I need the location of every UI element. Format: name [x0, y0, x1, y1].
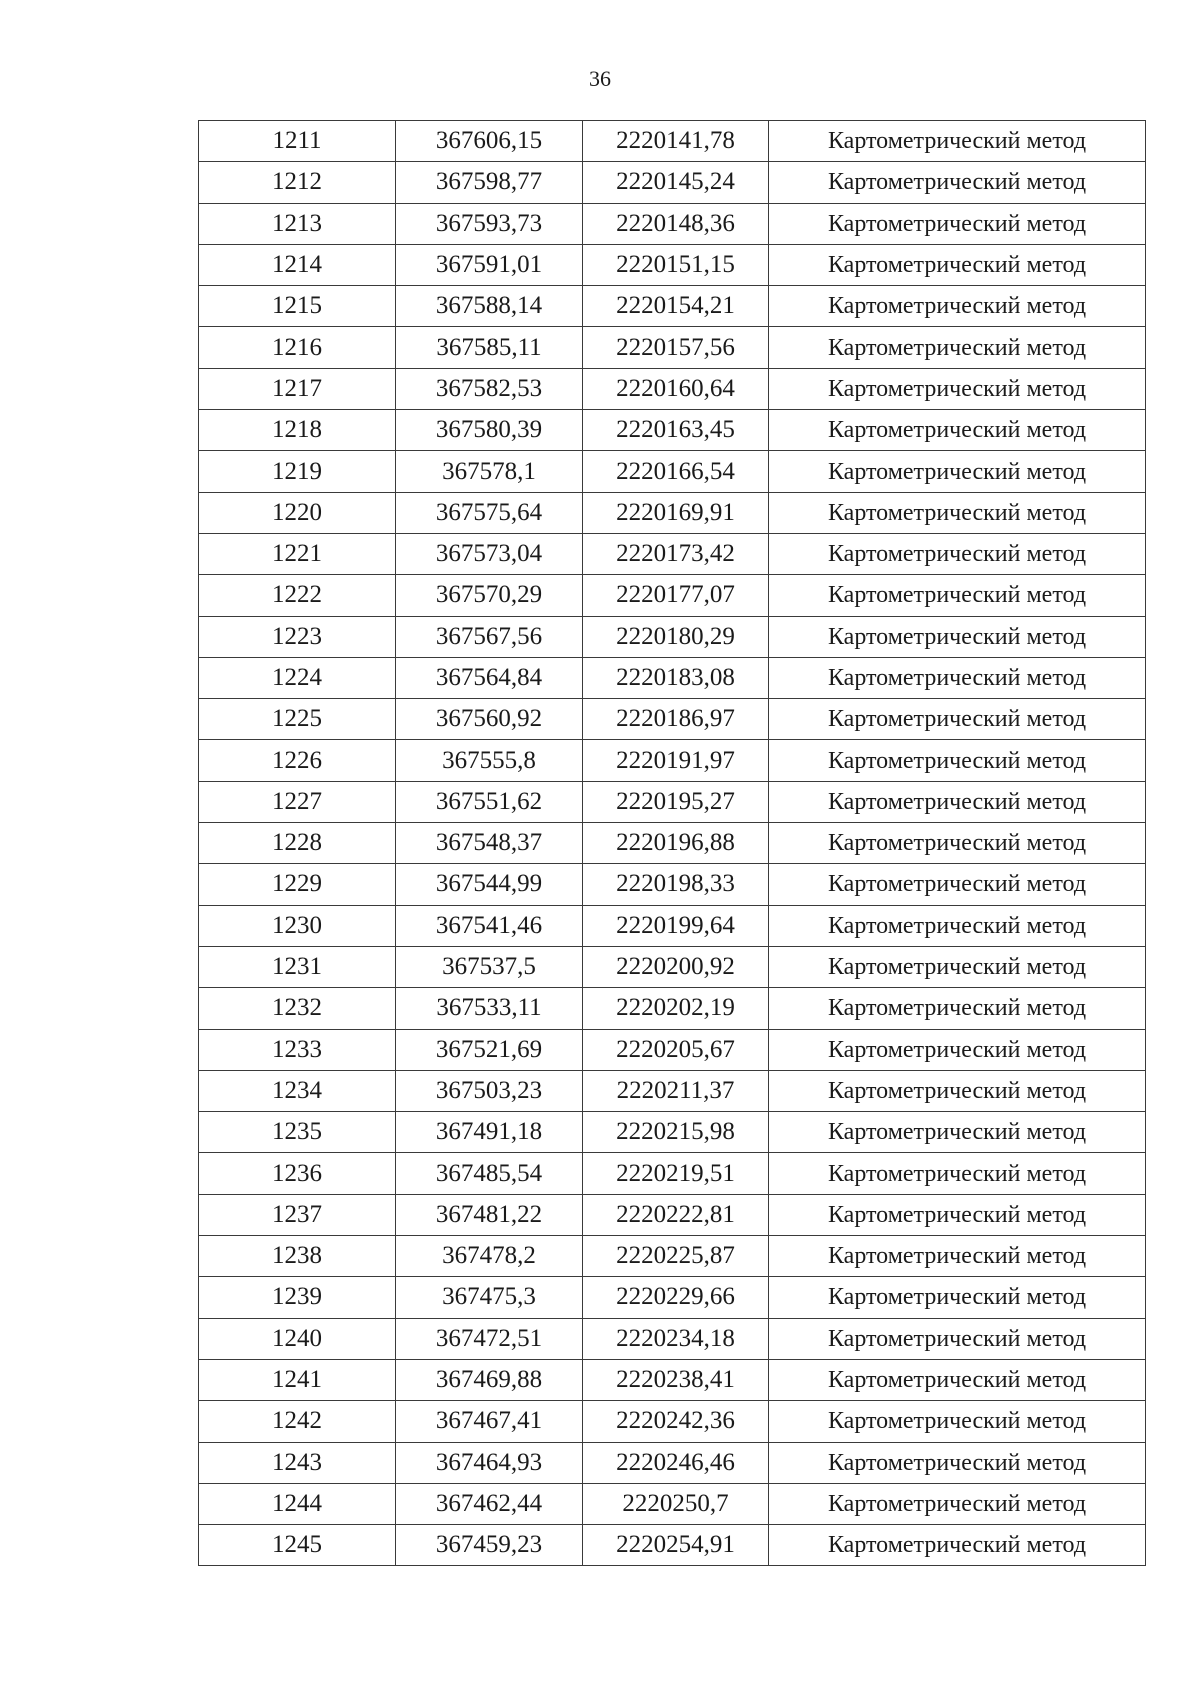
method-cell: Картометрический метод	[769, 1483, 1146, 1524]
point-number-cell: 1241	[199, 1359, 396, 1400]
point-number-cell: 1228	[199, 823, 396, 864]
y-coordinate-cell: 2220196,88	[583, 823, 769, 864]
y-coordinate-cell: 2220246,46	[583, 1442, 769, 1483]
x-coordinate-cell: 367544,99	[396, 864, 583, 905]
y-coordinate-cell: 2220242,36	[583, 1401, 769, 1442]
x-coordinate-cell: 367598,77	[396, 162, 583, 203]
x-coordinate-cell: 367548,37	[396, 823, 583, 864]
point-number-cell: 1213	[199, 203, 396, 244]
method-cell: Картометрический метод	[769, 286, 1146, 327]
x-coordinate-cell: 367478,2	[396, 1236, 583, 1277]
y-coordinate-cell: 2220157,56	[583, 327, 769, 368]
y-coordinate-cell: 2220173,42	[583, 533, 769, 574]
point-number-cell: 1235	[199, 1112, 396, 1153]
coordinates-table-body	[199, 121, 1146, 1566]
x-coordinate-cell: 367564,84	[396, 657, 583, 698]
table-row	[199, 1236, 1146, 1277]
point-number-cell: 1215	[199, 286, 396, 327]
method-cell: Картометрический метод	[769, 1359, 1146, 1400]
table-row	[199, 616, 1146, 657]
method-cell: Картометрический метод	[769, 1318, 1146, 1359]
point-number-cell: 1234	[199, 1070, 396, 1111]
x-coordinate-cell: 367575,64	[396, 492, 583, 533]
table-row	[199, 286, 1146, 327]
y-coordinate-cell: 2220145,24	[583, 162, 769, 203]
point-number-cell: 1221	[199, 533, 396, 574]
point-number-cell: 1224	[199, 657, 396, 698]
method-cell: Картометрический метод	[769, 905, 1146, 946]
y-coordinate-cell: 2220219,51	[583, 1153, 769, 1194]
x-coordinate-cell: 367588,14	[396, 286, 583, 327]
method-cell: Картометрический метод	[769, 740, 1146, 781]
x-coordinate-cell: 367462,44	[396, 1483, 583, 1524]
point-number-cell: 1245	[199, 1525, 396, 1566]
x-coordinate-cell: 367503,23	[396, 1070, 583, 1111]
table-row	[199, 1442, 1146, 1483]
table-row	[199, 1401, 1146, 1442]
y-coordinate-cell: 2220238,41	[583, 1359, 769, 1400]
method-cell: Картометрический метод	[769, 451, 1146, 492]
table-row	[199, 1153, 1146, 1194]
point-number-cell: 1243	[199, 1442, 396, 1483]
table-row	[199, 1029, 1146, 1070]
y-coordinate-cell: 2220225,87	[583, 1236, 769, 1277]
y-coordinate-cell: 2220198,33	[583, 864, 769, 905]
table-row	[199, 203, 1146, 244]
x-coordinate-cell: 367481,22	[396, 1194, 583, 1235]
table-row	[199, 740, 1146, 781]
point-number-cell: 1233	[199, 1029, 396, 1070]
point-number-cell: 1212	[199, 162, 396, 203]
y-coordinate-cell: 2220154,21	[583, 286, 769, 327]
method-cell: Картометрический метод	[769, 988, 1146, 1029]
y-coordinate-cell: 2220148,36	[583, 203, 769, 244]
y-coordinate-cell: 2220199,64	[583, 905, 769, 946]
method-cell: Картометрический метод	[769, 781, 1146, 822]
point-number-cell: 1237	[199, 1194, 396, 1235]
point-number-cell: 1220	[199, 492, 396, 533]
x-coordinate-cell: 367464,93	[396, 1442, 583, 1483]
x-coordinate-cell: 367591,01	[396, 244, 583, 285]
x-coordinate-cell: 367606,15	[396, 121, 583, 162]
table-row	[199, 244, 1146, 285]
point-number-cell: 1216	[199, 327, 396, 368]
method-cell: Картометрический метод	[769, 162, 1146, 203]
y-coordinate-cell: 2220205,67	[583, 1029, 769, 1070]
method-cell: Картометрический метод	[769, 410, 1146, 451]
x-coordinate-cell: 367560,92	[396, 699, 583, 740]
method-cell: Картометрический метод	[769, 575, 1146, 616]
table-row	[199, 823, 1146, 864]
point-number-cell: 1244	[199, 1483, 396, 1524]
x-coordinate-cell: 367459,23	[396, 1525, 583, 1566]
coordinates-table	[198, 120, 1146, 1566]
y-coordinate-cell: 2220183,08	[583, 657, 769, 698]
point-number-cell: 1217	[199, 368, 396, 409]
y-coordinate-cell: 2220166,54	[583, 451, 769, 492]
method-cell: Картометрический метод	[769, 657, 1146, 698]
y-coordinate-cell: 2220200,92	[583, 946, 769, 987]
method-cell: Картометрический метод	[769, 699, 1146, 740]
method-cell: Картометрический метод	[769, 1277, 1146, 1318]
table-row	[199, 575, 1146, 616]
point-number-cell: 1214	[199, 244, 396, 285]
table-row	[199, 905, 1146, 946]
point-number-cell: 1236	[199, 1153, 396, 1194]
table-row	[199, 864, 1146, 905]
y-coordinate-cell: 2220195,27	[583, 781, 769, 822]
table-row	[199, 533, 1146, 574]
y-coordinate-cell: 2220151,15	[583, 244, 769, 285]
table-row	[199, 1070, 1146, 1111]
table-row	[199, 162, 1146, 203]
x-coordinate-cell: 367537,5	[396, 946, 583, 987]
x-coordinate-cell: 367472,51	[396, 1318, 583, 1359]
point-number-cell: 1238	[199, 1236, 396, 1277]
point-number-cell: 1230	[199, 905, 396, 946]
method-cell: Картометрический метод	[769, 864, 1146, 905]
x-coordinate-cell: 367521,69	[396, 1029, 583, 1070]
x-coordinate-cell: 367551,62	[396, 781, 583, 822]
table-row	[199, 451, 1146, 492]
point-number-cell: 1222	[199, 575, 396, 616]
y-coordinate-cell: 2220215,98	[583, 1112, 769, 1153]
method-cell: Картометрический метод	[769, 1442, 1146, 1483]
point-number-cell: 1231	[199, 946, 396, 987]
method-cell: Картометрический метод	[769, 244, 1146, 285]
y-coordinate-cell: 2220180,29	[583, 616, 769, 657]
table-row	[199, 1483, 1146, 1524]
y-coordinate-cell: 2220160,64	[583, 368, 769, 409]
table-row	[199, 988, 1146, 1029]
x-coordinate-cell: 367475,3	[396, 1277, 583, 1318]
point-number-cell: 1218	[199, 410, 396, 451]
x-coordinate-cell: 367541,46	[396, 905, 583, 946]
method-cell: Картометрический метод	[769, 368, 1146, 409]
point-number-cell: 1211	[199, 121, 396, 162]
table-row	[199, 327, 1146, 368]
method-cell: Картометрический метод	[769, 1194, 1146, 1235]
table-row	[199, 410, 1146, 451]
method-cell: Картометрический метод	[769, 1070, 1146, 1111]
y-coordinate-cell: 2220202,19	[583, 988, 769, 1029]
point-number-cell: 1239	[199, 1277, 396, 1318]
x-coordinate-cell: 367485,54	[396, 1153, 583, 1194]
x-coordinate-cell: 367467,41	[396, 1401, 583, 1442]
table-row	[199, 368, 1146, 409]
x-coordinate-cell: 367585,11	[396, 327, 583, 368]
method-cell: Картометрический метод	[769, 616, 1146, 657]
x-coordinate-cell: 367533,11	[396, 988, 583, 1029]
page-number: 36	[589, 66, 611, 91]
y-coordinate-cell: 2220177,07	[583, 575, 769, 616]
x-coordinate-cell: 367491,18	[396, 1112, 583, 1153]
method-cell: Картометрический метод	[769, 203, 1146, 244]
x-coordinate-cell: 367567,56	[396, 616, 583, 657]
y-coordinate-cell: 2220141,78	[583, 121, 769, 162]
point-number-cell: 1242	[199, 1401, 396, 1442]
point-number-cell: 1223	[199, 616, 396, 657]
y-coordinate-cell: 2220186,97	[583, 699, 769, 740]
table-row	[199, 946, 1146, 987]
table-row	[199, 1318, 1146, 1359]
x-coordinate-cell: 367582,53	[396, 368, 583, 409]
y-coordinate-cell: 2220250,7	[583, 1483, 769, 1524]
method-cell: Картометрический метод	[769, 327, 1146, 368]
x-coordinate-cell: 367570,29	[396, 575, 583, 616]
y-coordinate-cell: 2220229,66	[583, 1277, 769, 1318]
point-number-cell: 1232	[199, 988, 396, 1029]
method-cell: Картометрический метод	[769, 121, 1146, 162]
point-number-cell: 1219	[199, 451, 396, 492]
method-cell: Картометрический метод	[769, 1153, 1146, 1194]
table-row	[199, 492, 1146, 533]
x-coordinate-cell: 367593,73	[396, 203, 583, 244]
method-cell: Картометрический метод	[769, 1236, 1146, 1277]
table-row	[199, 1194, 1146, 1235]
y-coordinate-cell: 2220191,97	[583, 740, 769, 781]
method-cell: Картометрический метод	[769, 492, 1146, 533]
y-coordinate-cell: 2220254,91	[583, 1525, 769, 1566]
point-number-cell: 1225	[199, 699, 396, 740]
x-coordinate-cell: 367469,88	[396, 1359, 583, 1400]
method-cell: Картометрический метод	[769, 1525, 1146, 1566]
method-cell: Картометрический метод	[769, 533, 1146, 574]
table-row	[199, 781, 1146, 822]
point-number-cell: 1229	[199, 864, 396, 905]
x-coordinate-cell: 367555,8	[396, 740, 583, 781]
y-coordinate-cell: 2220169,91	[583, 492, 769, 533]
point-number-cell: 1227	[199, 781, 396, 822]
method-cell: Картометрический метод	[769, 823, 1146, 864]
table-row	[199, 1112, 1146, 1153]
method-cell: Картометрический метод	[769, 1401, 1146, 1442]
method-cell: Картометрический метод	[769, 1029, 1146, 1070]
y-coordinate-cell: 2220222,81	[583, 1194, 769, 1235]
table-row	[199, 699, 1146, 740]
method-cell: Картометрический метод	[769, 946, 1146, 987]
table-row	[199, 121, 1146, 162]
y-coordinate-cell: 2220163,45	[583, 410, 769, 451]
x-coordinate-cell: 367580,39	[396, 410, 583, 451]
point-number-cell: 1240	[199, 1318, 396, 1359]
table-row	[199, 1359, 1146, 1400]
method-cell: Картометрический метод	[769, 1112, 1146, 1153]
y-coordinate-cell: 2220211,37	[583, 1070, 769, 1111]
table-row	[199, 1277, 1146, 1318]
table-row	[199, 657, 1146, 698]
point-number-cell: 1226	[199, 740, 396, 781]
table-row	[199, 1525, 1146, 1566]
y-coordinate-cell: 2220234,18	[583, 1318, 769, 1359]
x-coordinate-cell: 367578,1	[396, 451, 583, 492]
x-coordinate-cell: 367573,04	[396, 533, 583, 574]
